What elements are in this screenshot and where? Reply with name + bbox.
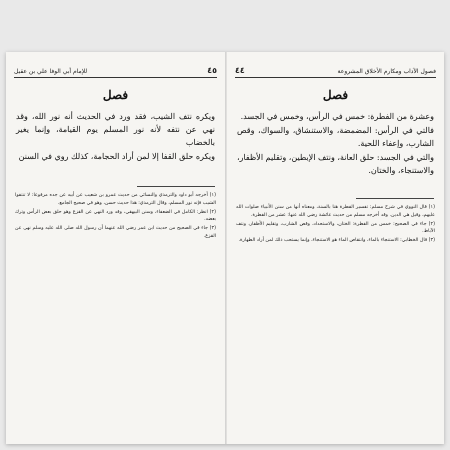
right-page-number: ٤٤ [235, 66, 245, 75]
left-body-text [16, 110, 215, 164]
right-footnote-rule [356, 198, 434, 199]
left-section-title: فصل [102, 88, 129, 102]
left-footnote: (١) أخرجه أبو داود والترمذي والنسائي من حديث عمرو بن شعيب عن أبيه عن جده مرفوعا: لا تنتفوا الشيب فإنه نور المسلم، وقال الترمذي: هذا حديث حسن، وهو في صحيح الجامع. [15, 193, 216, 206]
right-section-title: فصل [322, 88, 349, 102]
left-footnote: (٣) جاء في الصحيح من حديث ابن عمر رضي الله عنهما أن رسول الله صلى الله عليه وسلم نهى عن القزع. [15, 226, 216, 239]
right-body-paragraph: وعشرة من الفطرة: خمس في الرأس، وخمس في الجسد. [240, 112, 434, 121]
right-footnote: (١) قال النووي في شرح مسلم: تفسير الفطرة هنا بالسنة، ومعناه أنها من سنن الأنبياء صلوات الله عليهم، وقيل هي الدين. وقد أخرجه مسلم من حديث عائشة رضي الله عنها: عشر من الفطرة. [236, 205, 435, 218]
left-footnote: (٢) انظر: الكامل في الضعفاء، وسنن البيهقي، وقد ورد النهي عن القزع وهو حلق بعض الرأس وترك بعضه. [15, 209, 216, 223]
left-footnote-rule [137, 186, 215, 187]
right-body-text [237, 110, 434, 178]
left-running-head [14, 63, 217, 78]
right-running-head-title: فصول الآداب ومكارم الأخلاق المشروعة [337, 68, 436, 75]
right-footnotes [236, 204, 435, 246]
right-running-head [235, 63, 436, 78]
book-spread [6, 52, 444, 444]
left-page [6, 52, 225, 444]
left-page-number: ٤٥ [207, 66, 217, 75]
right-body-paragraph: فالتي في الرأس: المضمضة، والاستنشاق، والسواك، وقص الشارب، وإعفاء اللحية. [237, 126, 434, 148]
left-body-paragraph: ويكره حلق القفا إلا لمن أراد الحجامة، كذلك روي في السنن [18, 152, 215, 161]
right-footnote: (٢) جاء في الصحيح: خمس من الفطرة: الختان، والاستحداد، وقص الشارب، وتقليم الأظفار، ونتف الآباط. [236, 221, 435, 235]
left-running-head-title: للإمام أبي الوفا علي بن عقيل [14, 68, 88, 75]
right-page [227, 52, 444, 444]
left-footnotes [15, 192, 216, 242]
right-footnote: (٣) قال الخطابي: الاستنجاء بالماء، وانتقاص الماء هو الاستنجاء، وإنما يستحب ذلك لمن أراد الطهارة. [238, 238, 435, 244]
left-body-paragraph: ويكره نتف الشيب، فقد ورد في الحديث أنه نور الله، وقد نهي عن نتفه لأنه نور المسلم يوم القيامة، وإنما يغير بالخضاب [16, 112, 215, 147]
right-body-paragraph: والتي في الجسد: حلق العانة، ونتف الإبطين، وتقليم الأظفار، والاستنجاء، والختان. [237, 153, 434, 175]
